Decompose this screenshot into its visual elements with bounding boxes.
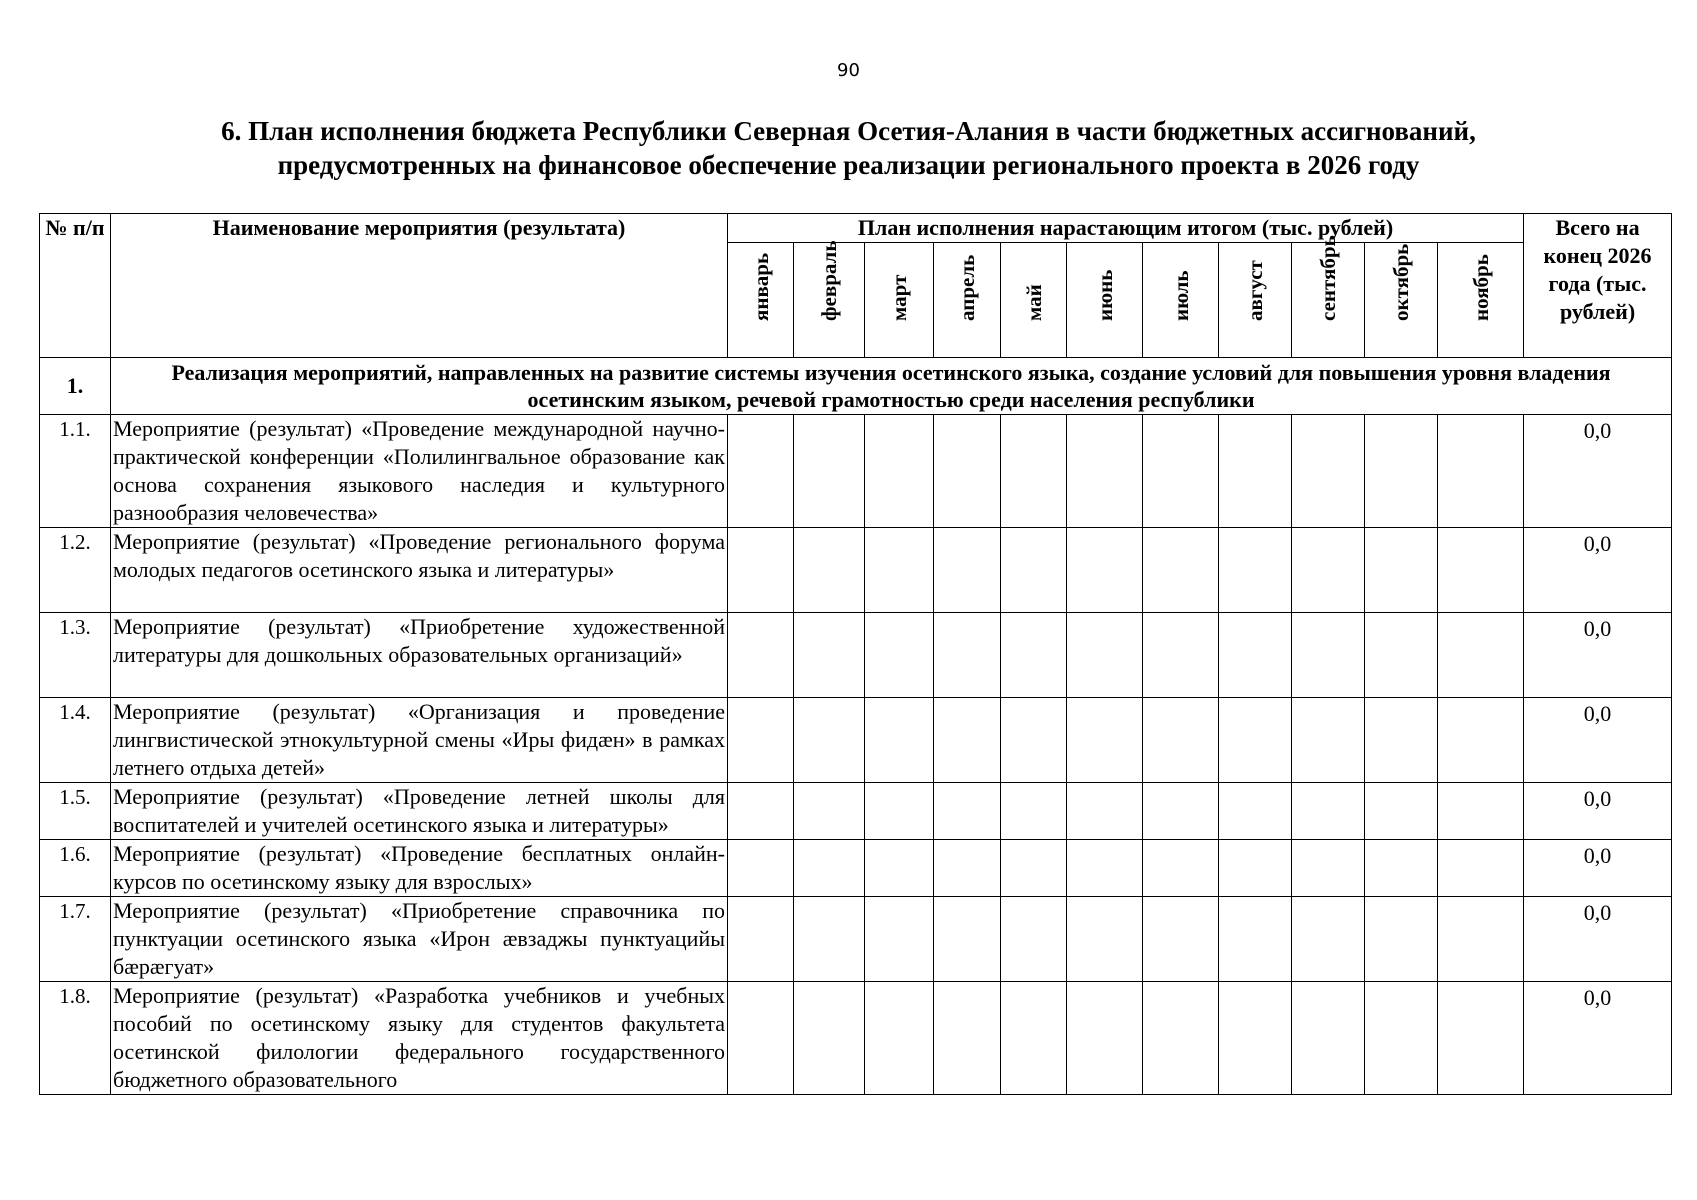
month-value-cell bbox=[1438, 698, 1524, 783]
table-row bbox=[40, 982, 1672, 1095]
month-value-cell bbox=[728, 982, 794, 1095]
title-line-2: предусмотренных на финансовое обеспечение реализации регионального проекта в 2026 году bbox=[277, 150, 1420, 180]
month-value-cell bbox=[1001, 897, 1067, 982]
month-august: август bbox=[1219, 243, 1292, 358]
month-value-cell bbox=[1067, 897, 1143, 982]
month-value-cell bbox=[934, 982, 1001, 1095]
header-plan: План исполнения нарастающим итогом (тыс. рублей) bbox=[728, 214, 1524, 243]
month-value-cell bbox=[1438, 528, 1524, 613]
month-value-cell bbox=[1365, 415, 1438, 528]
month-value-cell bbox=[865, 897, 934, 982]
row-num: 1.4. bbox=[40, 698, 111, 783]
month-may: май bbox=[1001, 243, 1067, 358]
month-value-cell bbox=[794, 415, 865, 528]
month-value-cell bbox=[1001, 982, 1067, 1095]
month-value-cell bbox=[728, 698, 794, 783]
month-value-cell bbox=[1143, 897, 1219, 982]
month-value-cell bbox=[1219, 613, 1292, 698]
month-value-cell bbox=[1001, 613, 1067, 698]
month-value-cell bbox=[794, 613, 865, 698]
month-february: февраль bbox=[794, 243, 865, 358]
month-value-cell bbox=[1143, 528, 1219, 613]
month-value-cell bbox=[1219, 783, 1292, 840]
row-total: 0,0 bbox=[1524, 415, 1672, 528]
month-value-cell bbox=[1438, 840, 1524, 897]
table-row bbox=[40, 528, 1672, 613]
month-value-cell bbox=[865, 528, 934, 613]
table-row bbox=[40, 897, 1672, 982]
month-value-cell bbox=[934, 528, 1001, 613]
table-row bbox=[40, 840, 1672, 897]
month-value-cell bbox=[728, 783, 794, 840]
title-line-1: 6. План исполнения бюджета Республики Северная Осетия-Алания в части бюджетных ассигнований, bbox=[221, 116, 1476, 146]
row-num: 1.8. bbox=[40, 982, 111, 1095]
month-value-cell bbox=[728, 897, 794, 982]
month-value-cell bbox=[1438, 783, 1524, 840]
row-num: 1.5. bbox=[40, 783, 111, 840]
month-value-cell bbox=[728, 613, 794, 698]
month-value-cell bbox=[1438, 897, 1524, 982]
month-june: июнь bbox=[1067, 243, 1143, 358]
month-value-cell bbox=[934, 897, 1001, 982]
header-num: № п/п bbox=[40, 214, 111, 358]
row-total: 0,0 bbox=[1524, 698, 1672, 783]
month-value-cell bbox=[1219, 528, 1292, 613]
month-value-cell bbox=[1365, 613, 1438, 698]
month-value-cell bbox=[1143, 613, 1219, 698]
row-total: 0,0 bbox=[1524, 613, 1672, 698]
table-row bbox=[40, 783, 1672, 840]
month-april: апрель bbox=[934, 243, 1001, 358]
month-value-cell bbox=[1292, 982, 1365, 1095]
month-january: январь bbox=[728, 243, 794, 358]
document-title bbox=[40, 114, 1657, 182]
row-num: 1.6. bbox=[40, 840, 111, 897]
header-row bbox=[40, 214, 1672, 243]
month-value-cell bbox=[1365, 783, 1438, 840]
month-value-cell bbox=[1219, 698, 1292, 783]
month-value-cell bbox=[1438, 982, 1524, 1095]
row-name: Мероприятие (результат) «Разработка учебников и учебных пособий по осетинскому языку для студентов факультета осетинской филологии федерального государственного бюджетного образовательного bbox=[111, 982, 728, 1095]
month-value-cell bbox=[794, 698, 865, 783]
month-value-cell bbox=[1292, 840, 1365, 897]
month-value-cell bbox=[1292, 897, 1365, 982]
month-value-cell bbox=[794, 982, 865, 1095]
table-row bbox=[40, 613, 1672, 698]
section-row bbox=[40, 358, 1672, 415]
page-number: 90 bbox=[837, 60, 860, 81]
table-row bbox=[40, 415, 1672, 528]
month-value-cell bbox=[1067, 982, 1143, 1095]
row-total: 0,0 bbox=[1524, 528, 1672, 613]
row-name: Мероприятие (результат) «Приобретение художественной литературы для дошкольных образовательных организаций» bbox=[111, 613, 728, 698]
row-total: 0,0 bbox=[1524, 783, 1672, 840]
month-november: ноябрь bbox=[1438, 243, 1524, 358]
row-name: Мероприятие (результат) «Организация и проведение лингвистической этнокультурной смены «Иры фидæн» в рамках летнего отдыха детей» bbox=[111, 698, 728, 783]
month-value-cell bbox=[1143, 698, 1219, 783]
row-total: 0,0 bbox=[1524, 840, 1672, 897]
month-value-cell bbox=[1001, 415, 1067, 528]
month-value-cell bbox=[1067, 698, 1143, 783]
month-july: июль bbox=[1143, 243, 1219, 358]
month-october: октябрь bbox=[1365, 243, 1438, 358]
header-name: Наименование мероприятия (результата) bbox=[111, 214, 728, 358]
month-value-cell bbox=[865, 698, 934, 783]
row-num: 1.2. bbox=[40, 528, 111, 613]
month-value-cell bbox=[1001, 840, 1067, 897]
month-value-cell bbox=[1143, 783, 1219, 840]
month-value-cell bbox=[934, 840, 1001, 897]
month-value-cell bbox=[865, 840, 934, 897]
month-value-cell bbox=[1219, 840, 1292, 897]
month-value-cell bbox=[1292, 698, 1365, 783]
month-value-cell bbox=[865, 982, 934, 1095]
month-value-cell bbox=[934, 783, 1001, 840]
section-title: Реализация мероприятий, направленных на развитие системы изучения осетинского языка, создание условий для повышения уровня владения осетинским языком, речевой грамотностью среди населения республики bbox=[111, 358, 1672, 415]
month-value-cell bbox=[728, 415, 794, 528]
row-total: 0,0 bbox=[1524, 982, 1672, 1095]
section-num: 1. bbox=[40, 358, 111, 415]
row-total: 0,0 bbox=[1524, 897, 1672, 982]
table-row bbox=[40, 698, 1672, 783]
month-value-cell bbox=[794, 528, 865, 613]
month-value-cell bbox=[1143, 840, 1219, 897]
month-value-cell bbox=[1365, 698, 1438, 783]
row-name: Мероприятие (результат) «Проведение регионального форума молодых педагогов осетинского языка и литературы» bbox=[111, 528, 728, 613]
month-value-cell bbox=[1067, 415, 1143, 528]
month-value-cell bbox=[1001, 528, 1067, 613]
month-value-cell bbox=[1292, 783, 1365, 840]
month-value-cell bbox=[1438, 415, 1524, 528]
row-num: 1.3. bbox=[40, 613, 111, 698]
month-value-cell bbox=[1001, 698, 1067, 783]
month-value-cell bbox=[1365, 897, 1438, 982]
month-value-cell bbox=[794, 783, 865, 840]
month-value-cell bbox=[1292, 613, 1365, 698]
month-value-cell bbox=[1143, 982, 1219, 1095]
month-value-cell bbox=[1067, 613, 1143, 698]
month-value-cell bbox=[1067, 783, 1143, 840]
month-value-cell bbox=[1219, 897, 1292, 982]
month-march: март bbox=[865, 243, 934, 358]
row-num: 1.1. bbox=[40, 415, 111, 528]
month-value-cell bbox=[728, 528, 794, 613]
month-value-cell bbox=[1001, 783, 1067, 840]
month-value-cell bbox=[794, 840, 865, 897]
month-value-cell bbox=[865, 415, 934, 528]
month-value-cell bbox=[934, 613, 1001, 698]
month-value-cell bbox=[1365, 840, 1438, 897]
month-value-cell bbox=[1143, 415, 1219, 528]
row-name: Мероприятие (результат) «Проведение бесплатных онлайн- курсов по осетинскому языку для взрослых» bbox=[111, 840, 728, 897]
month-value-cell bbox=[934, 415, 1001, 528]
budget-plan-table bbox=[39, 213, 1672, 1095]
month-value-cell bbox=[1438, 613, 1524, 698]
month-value-cell bbox=[865, 783, 934, 840]
month-value-cell bbox=[1365, 528, 1438, 613]
month-value-cell bbox=[1067, 528, 1143, 613]
row-name: Мероприятие (результат) «Проведение международной научно-практической конференции «Полилингвальное образование как основа сохранения языкового наследия и культурного разнообразия человечества» bbox=[111, 415, 728, 528]
month-value-cell bbox=[1292, 415, 1365, 528]
row-name: Мероприятие (результат) «Приобретение справочника по пунктуации осетинского языка «Ирон æвзаджы пунктуацийы бæрæгуат» bbox=[111, 897, 728, 982]
month-september: сентябрь bbox=[1292, 243, 1365, 358]
row-num: 1.7. bbox=[40, 897, 111, 982]
month-value-cell bbox=[1292, 528, 1365, 613]
month-value-cell bbox=[794, 897, 865, 982]
header-total: Всего на конец 2026 года (тыс. рублей) bbox=[1524, 214, 1672, 358]
month-value-cell bbox=[1219, 982, 1292, 1095]
row-name: Мероприятие (результат) «Проведение летней школы для воспитателей и учителей осетинского языка и литературы» bbox=[111, 783, 728, 840]
month-value-cell bbox=[865, 613, 934, 698]
month-value-cell bbox=[728, 840, 794, 897]
month-value-cell bbox=[1365, 982, 1438, 1095]
month-value-cell bbox=[1219, 415, 1292, 528]
month-value-cell bbox=[934, 698, 1001, 783]
month-value-cell bbox=[1067, 840, 1143, 897]
